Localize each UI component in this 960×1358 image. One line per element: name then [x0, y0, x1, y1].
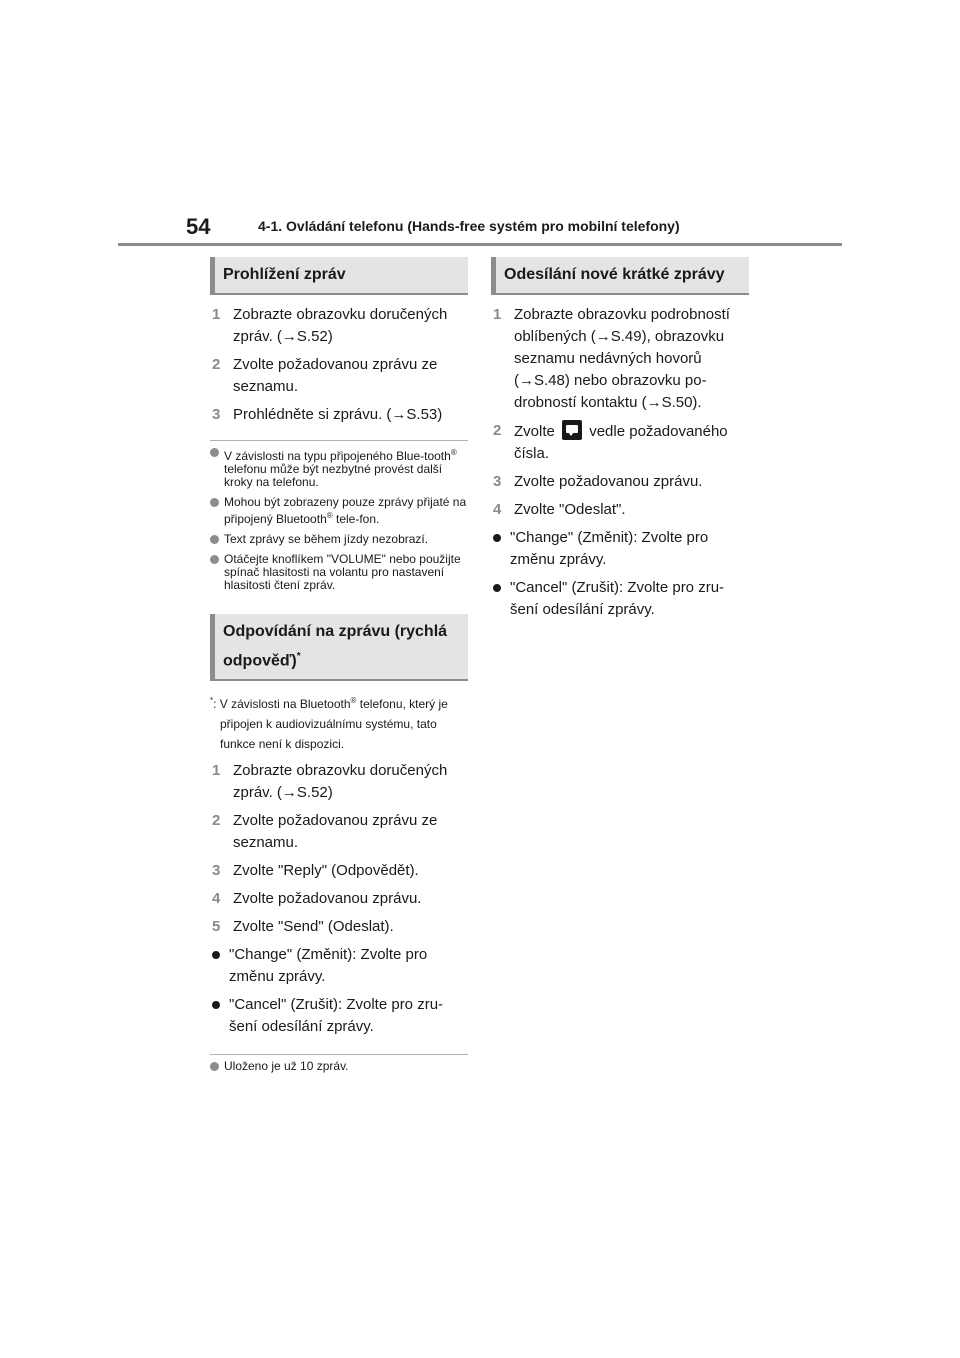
step-number: 1	[493, 306, 502, 323]
bullet-item: "Change" (Změnit): Zvolte pro změnu zprávy.	[210, 944, 468, 988]
reply-steps	[210, 760, 468, 938]
reply-notes	[210, 1054, 468, 1073]
step-number: 2	[212, 812, 221, 830]
chapter-title: 4-1. Ovládání telefonu (Hands-free systém pro mobilní telefony)	[258, 218, 680, 234]
step-number: 5	[212, 918, 221, 936]
step-item: 2 Zvolte vedle požadovaného čísla.	[493, 422, 728, 462]
step-number: 1	[212, 762, 221, 780]
footnote: *: V závislosti na Bluetooth® telefonu, který je připojen k audiovizuálnímu systému, tato funkce není k dispozici.	[210, 696, 448, 752]
note-item: Uloženo je už 10 zpráv.	[210, 1060, 468, 1073]
header-rule	[118, 243, 842, 246]
step-item	[491, 304, 749, 414]
step-item	[210, 404, 468, 426]
step-text: Zobrazte obrazovku doručených zpráv. (→S.52)	[233, 762, 448, 802]
step-item	[210, 916, 468, 938]
step-text: Zobrazte obrazovku doručených zpráv. (→S.52)	[233, 306, 448, 345]
section-title-new-sms: Odesílání nové krátké zprávy	[491, 257, 749, 295]
step-number: 2	[493, 422, 502, 439]
step-item	[210, 860, 468, 882]
step-item	[491, 471, 749, 493]
note-bullet-icon	[210, 555, 219, 564]
note-bullet-icon	[210, 1062, 219, 1071]
message-icon	[562, 420, 582, 440]
bullet-dot-icon	[493, 584, 501, 592]
step-item	[210, 354, 468, 398]
step-text: Zvolte požadovanou zprávu ze seznamu.	[233, 356, 438, 395]
step-number: 4	[493, 501, 502, 518]
viewing-notes	[210, 440, 468, 592]
step-item	[210, 760, 468, 804]
note-bullet-icon	[210, 535, 219, 544]
bullet-item: "Change" (Změnit): Zvolte pro změnu zprávy.	[491, 527, 749, 571]
step-text: Zvolte požadovanou zprávu.	[233, 890, 422, 908]
step-item	[491, 499, 749, 521]
note-item: Text zprávy se během jízdy nezobrazí.	[210, 533, 468, 546]
note-bullet-icon	[210, 498, 219, 507]
step-text: Zvolte požadovanou zprávu.	[514, 473, 703, 490]
step-number: 4	[212, 890, 221, 908]
viewing-steps	[210, 304, 468, 426]
step-item	[210, 304, 468, 348]
bullet-item: "Cancel" (Zrušit): Zvolte pro zru-šení odesílání zprávy.	[210, 994, 468, 1038]
section-title-viewing-messages: Prohlížení zpráv	[210, 257, 468, 295]
step-item	[210, 810, 468, 854]
step-number: 1	[212, 306, 221, 323]
step-number: 3	[212, 862, 221, 880]
step-text: Zvolte "Reply" (Odpovědět).	[233, 862, 419, 880]
step-text: Prohlédněte si zprávu. (→S.53)	[233, 406, 443, 423]
note-item: V závislosti na typu připojeného Blue-tooth® telefonu může být nezbytné provést další kroky na telefonu.	[210, 446, 468, 489]
right-column	[491, 257, 749, 627]
note-item: Mohou být zobrazeny pouze zprávy přijaté na připojený Bluetooth® tele-fon.	[210, 496, 468, 526]
step-text: Zvolte "Send" (Odeslat).	[233, 918, 394, 936]
note-bullet-icon	[210, 448, 219, 457]
step-number: 3	[212, 406, 221, 423]
new-sms-steps	[491, 304, 749, 521]
step-text: Zvolte "Odeslat".	[514, 501, 626, 518]
page-number: 54	[186, 214, 211, 239]
step-number: 2	[212, 356, 221, 373]
section-title-quick-reply: Odpovídání na zprávu (rychlá odpověď)*	[210, 614, 468, 681]
step-number: 3	[493, 473, 502, 490]
step-text: Zobrazte obrazovku podrobností oblíbených (→S.49), obrazovku seznamu nedávných hovorů (→S.48) nebo obrazovku po-drobností kontaktu (→S.50).	[514, 306, 730, 411]
step-item	[210, 888, 468, 910]
note-item: Otáčejte knoflíkem "VOLUME" nebo použijte spínač hlasitosti na volantu pro nastavení hlasitosti čtení zpráv.	[210, 553, 468, 592]
bullet-dot-icon	[493, 534, 501, 542]
bullet-dot-icon	[212, 1001, 220, 1009]
bullet-item: "Cancel" (Zrušit): Zvolte pro zru-šení odesílání zprávy.	[491, 577, 749, 621]
left-column	[210, 257, 468, 1080]
step-text: Zvolte požadovanou zprávu ze seznamu.	[233, 812, 438, 852]
bullet-dot-icon	[212, 951, 220, 959]
